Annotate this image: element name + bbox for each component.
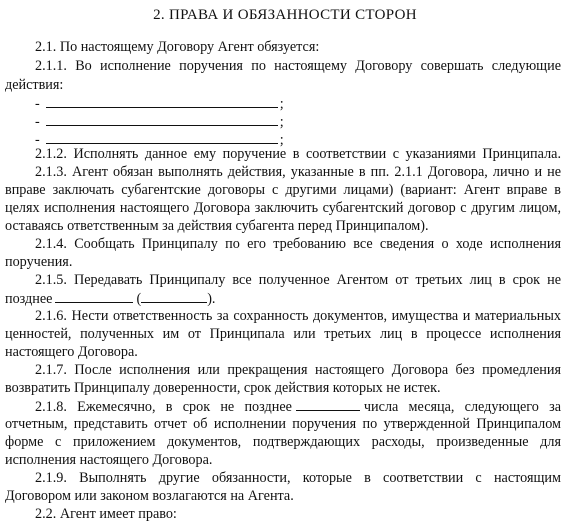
clause-2-1-8-line1: 2.1.8. Ежемесячно, в срок не позднее числа месяца, следующего за <box>35 399 562 415</box>
clause-2-1-4-line1: 2.1.4. Сообщать Принципалу по его требованию все сведения о ходе исполнения <box>35 236 561 252</box>
fill-blank-3[interactable] <box>46 130 278 144</box>
fill-blank-report-day[interactable] <box>296 397 360 411</box>
clause-2-1-8-line2: отчетным, представить отчет об исполнении поручения по утвержденной Принципалом <box>5 416 561 432</box>
clause-2-1-3-line3: целях исполнения настоящего Договора заключить субагентский договор с другим лицом, <box>5 200 561 216</box>
clause-2-1-3-line4: оставаясь ответственным за действия субагента перед Принципалом). <box>5 218 429 234</box>
clause-2-1-5-line1: 2.1.5. Передавать Принципалу все полученное Агентом от третьих лиц в срок не <box>35 272 561 288</box>
clause-2-1-6-line3: настоящего Договора. <box>5 344 138 360</box>
clause-2-1-3-line2: вправе заключать субагентские договоры с другими лицами) (вариант: Агент вправе в <box>5 182 561 198</box>
clause-2-2: 2.2. Агент имеет право: <box>35 506 177 522</box>
clause-2-1: 2.1. По настоящему Договору Агент обязуется: <box>35 39 320 55</box>
clause-2-1-1-line2: действия: <box>5 77 64 93</box>
clause-2-1-4-line2: поручения. <box>5 254 73 270</box>
clause-2-1-8-line4: исполнения настоящего Договора. <box>5 452 213 468</box>
section-title: 2. ПРАВА И ОБЯЗАННОСТИ СТОРОН <box>153 7 417 23</box>
clause-2-1-8-line3: форме с приложением документов, подтверждающих расходы, произведенные для <box>5 434 561 450</box>
clause-2-1-3-line1: 2.1.3. Агент обязан выполнять действия, указанные в пп. 2.1.1 Договора, лично и не <box>35 164 561 180</box>
clause-2-1-7-line1: 2.1.7. После исполнения или прекращения настоящего Договора без промедления <box>35 362 561 378</box>
clause-2-1-7-line2: возвратить Принципалу доверенности, срок действия которых не истек. <box>5 380 441 396</box>
blank-action-2: - ; <box>35 114 284 130</box>
clause-2-1-2: 2.1.2. Исполнять данное ему поручение в соответствии с указаниями Принципала. <box>35 146 561 162</box>
clause-2-1-1-line1: 2.1.1. Во исполнение поручения по настоящему Договору совершать следующие <box>35 58 561 74</box>
blank-action-3: - ; <box>35 132 284 148</box>
fill-blank-1[interactable] <box>46 94 278 108</box>
fill-blank-deadline[interactable] <box>55 289 133 303</box>
clause-2-1-9-line2: Договором или законом возлагаются на Агента. <box>5 488 294 504</box>
clause-2-1-5-line2: позднее ( ). <box>5 291 216 307</box>
clause-2-1-6-line1: 2.1.6. Нести ответственность за сохранность документов, имущества и материальных <box>35 308 561 324</box>
blank-action-1: - ; <box>35 96 284 112</box>
fill-blank-2[interactable] <box>46 112 278 126</box>
clause-2-1-9-line1: 2.1.9. Выполнять другие обязанности, которые в соответствии с настоящим <box>35 470 561 486</box>
clause-2-1-6-line2: ценностей, полученных им от Принципала или третьих лиц в процессе исполнения <box>5 326 561 342</box>
fill-blank-deadline-words[interactable] <box>141 289 207 303</box>
